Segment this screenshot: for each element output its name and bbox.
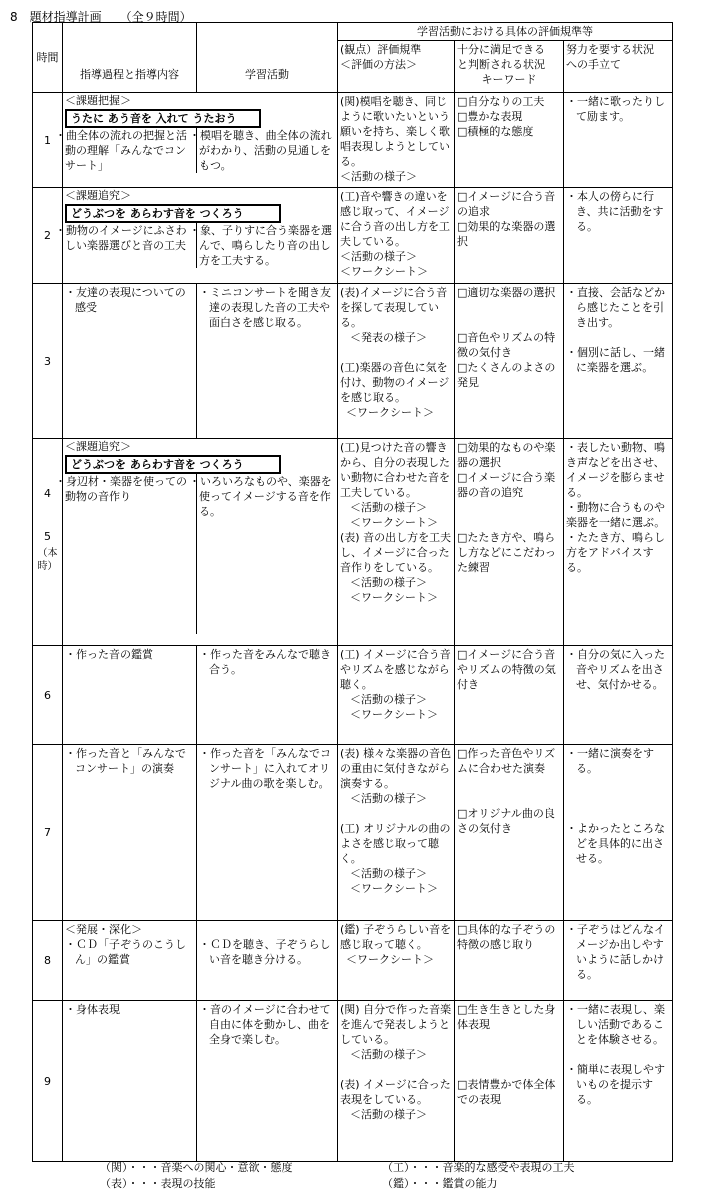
table-row [33,1001,673,1162]
header-shidou: 指導過程と指導内容 [63,23,197,93]
keyword-cell: □具体的な子ぞうの特徴の感じ取り [455,921,564,1001]
activity-cell: ・ＣＤを聴き、子ぞうらしい音を聴き分ける。 [197,921,338,1001]
stage-cell [55,93,338,188]
legend-kan: （関）・・・音楽への関心・意欲・態度 [100,1161,293,1174]
row-number: 2 [33,188,63,284]
support-cell: ・一緒に表現し、楽しい活動であることを体験させる。 ・簡単に表現しやすいものを提示する。 [564,1001,673,1162]
criteria-cell: (関) 自分で作った音楽を進んで発表しようとしている。 ＜活動の様子＞ (表) イメージに合った表現をしている。 ＜活動の様子＞ [338,1001,455,1162]
support-cell: ・子ぞうはどんなイメージか出しやすいように話しかける。 [564,921,673,1001]
table-row [33,646,673,745]
content-cell: ・作った音の鑑賞 [63,646,197,745]
support-cell: ・一緒に歌ったりして励ます。 [564,93,673,188]
row-number: 4 5 （本時） [33,439,63,646]
header-gakushu: 学習活動 [197,23,338,93]
activity-text: ・いろいろなものや、楽器を使ってイメージする音を作る。 [196,474,337,634]
content-text: ・動物のイメージにふさわしい楽器選びと音の工夫 [55,224,187,252]
activity-text: ・象、子りすに合う楽器を選んで、鳴らしたり音の出し方を工夫する。 [196,223,337,268]
lesson-plan-table [32,22,673,1162]
criteria-cell: (関)模唱を聴き、同じように歌いたいという願いを持ち、楽しく歌唱表現しようとしている。 ＜活動の様子＞ [338,93,455,188]
keyword-cell: □イメージに合う音やリズムの特徴の気付き [455,646,564,745]
table-row [33,439,673,646]
row-number: 8 [33,921,63,1001]
header-jubun: 十分に満足できる と判断される状況 キーワード [455,41,564,93]
stage-cell [55,188,338,284]
activity-cell: ・作った音を「みんなでコンサート」に入れてオリジナル曲の歌を楽しむ。 [197,745,338,921]
keyword-cell: □イメージに合う音の追求 □効果的な楽器の選択 [455,188,564,284]
table-row [33,188,673,284]
support-cell: ・表したい動物、鳴き声などを出させ、イメージを膨らませる。 ・動物に合うものや楽器を一緒に選ぶ。 ・たたき方、鳴らし方をアドバイスする。 [564,439,673,646]
row-number: 7 [33,745,63,921]
content-text: ・身辺材・楽器を使っての動物の音作り [55,475,187,503]
table-row [33,745,673,921]
legend-ko: （工）・・・音楽的な感受や表現の工夫 [382,1161,575,1174]
row-number: 6 [33,646,63,745]
stage-cell [55,439,338,646]
row-number: 9 [33,1001,63,1162]
criteria-cell: (表)イメージに合う音を探して表現している。 ＜発表の様子＞ (工)楽器の音色に気を付け、動物のイメージを感じ取る。 ＜ワークシート＞ [338,284,455,439]
stage-label: ＜課題把握＞ [65,94,131,107]
criteria-cell: (鑑) 子ぞうらしい音を感じ取って聴く。 ＜ワークシート＞ [338,921,455,1001]
keyword-cell: □効果的なものや楽器の選択 □イメージに合う楽器の音の追究 □たたき方や、鳴らし方などにこだわった練習 [455,439,564,646]
activity-cell: ・ミニコンサートを聞き友達の表現した音の工夫や面白さを感じ取る。 [197,284,338,439]
table-row [33,921,673,1001]
support-cell: ・直接、会話などから感じたことを引き出す。 ・個別に話し、一緒に楽器を選ぶ。 [564,284,673,439]
content-text: ・曲全体の流れの把握と活動の理解「みんなでコンサート」 [55,129,187,172]
activity-text: ・模唱を聴き、曲全体の流れがわかり、活動の見通しをもつ。 [196,128,337,173]
table-row [33,93,673,188]
support-cell: ・本人の傍らに行き、共に活動をする。 [564,188,673,284]
row-number: 1 [33,93,63,188]
content-cell: ・友達の表現についての感受 [63,284,197,439]
criteria-cell: (表) 様々な楽器の音色の重由に気付きながら演奏する。 ＜活動の様子＞ (工) オリジナルの曲のよさを感じ取って聴く。 ＜活動の様子＞ ＜ワークシート＞ [338,745,455,921]
legend-shou: （鑑）・・・鑑賞の能力 [382,1177,498,1190]
keyword-cell: □適切な楽器の選択 □音色やリズムの特徴の気付き □たくさんのよさの発見 [455,284,564,439]
theme-box: どうぶつを あらわす音を つくろう [65,204,281,223]
stage-label: ＜課題追究＞ [65,189,131,202]
keyword-cell: □作った音色やリズムに合わせた演奏 □オリジナル曲の良さの気付き [455,745,564,921]
table-row [33,284,673,439]
criteria-cell: (工)音や響きの違いを感じ取って、イメージに合う音の出し方を工夫している。 ＜活動の様子＞ ＜ワークシート＞ [338,188,455,284]
theme-box: どうぶつを あらわす音を つくろう [65,455,281,474]
support-cell: ・自分の気に入った音やリズムを出させ、気付かせる。 [564,646,673,745]
header-jikan: 時間 [33,23,63,93]
section-title: 8 題材指導計画 （全９時間） [10,10,192,24]
criteria-cell: (工) イメージに合う音やリズムを感じながら聴く。 ＜活動の様子＞ ＜ワークシート＞ [338,646,455,745]
activity-cell: ・音のイメージに合わせて自由に体を動かし、曲を全身で楽しむ。 [197,1001,338,1162]
content-cell: ・作った音と「みんなでコンサート」の演奏 [63,745,197,921]
criteria-cell: (工)見つけた音の響きから、自分の表現したい動物に合わせた音を工夫している。 ＜活動の様子＞ ＜ワークシート＞ (表) 音の出し方を工夫し、イメージに合った音作りをしている。 ＜活動の様子＞ ＜ワークシート＞ [338,439,455,646]
row-number: 3 [33,284,63,439]
honji-label: （本時） [37,548,58,572]
header-hyoka-group: 学習活動における具体の評価規準等 [338,23,673,41]
legend-hyo: （表）・・・表現の技能 [100,1177,216,1190]
activity-cell: ・作った音をみんなで聴き合う。 [197,646,338,745]
keyword-cell: □生き生きとした身体表現 □表情豊かで体全体での表現 [455,1001,564,1162]
keyword-cell: □自分なりの工夫 □豊かな表現 □積極的な態度 [455,93,564,188]
stage-label: ＜発展・深化＞ [65,923,142,936]
header-doryoku: 努力を要する状況 への手立て [564,41,673,93]
content-cell: ＜発展・深化＞ ・ＣＤ「子ぞうのこうしん」の鑑賞 [63,921,197,1001]
theme-box: うたに あう音を 入れて うたおう [65,109,261,128]
support-cell: ・一緒に演奏をする。 ・よかったところなどを具体的に出させる。 [564,745,673,921]
header-kanten: (観点）評価規準 ＜評価の方法＞ [338,41,455,93]
content-cell: ・身体表現 [63,1001,197,1162]
stage-label: ＜課題追究＞ [65,440,131,453]
